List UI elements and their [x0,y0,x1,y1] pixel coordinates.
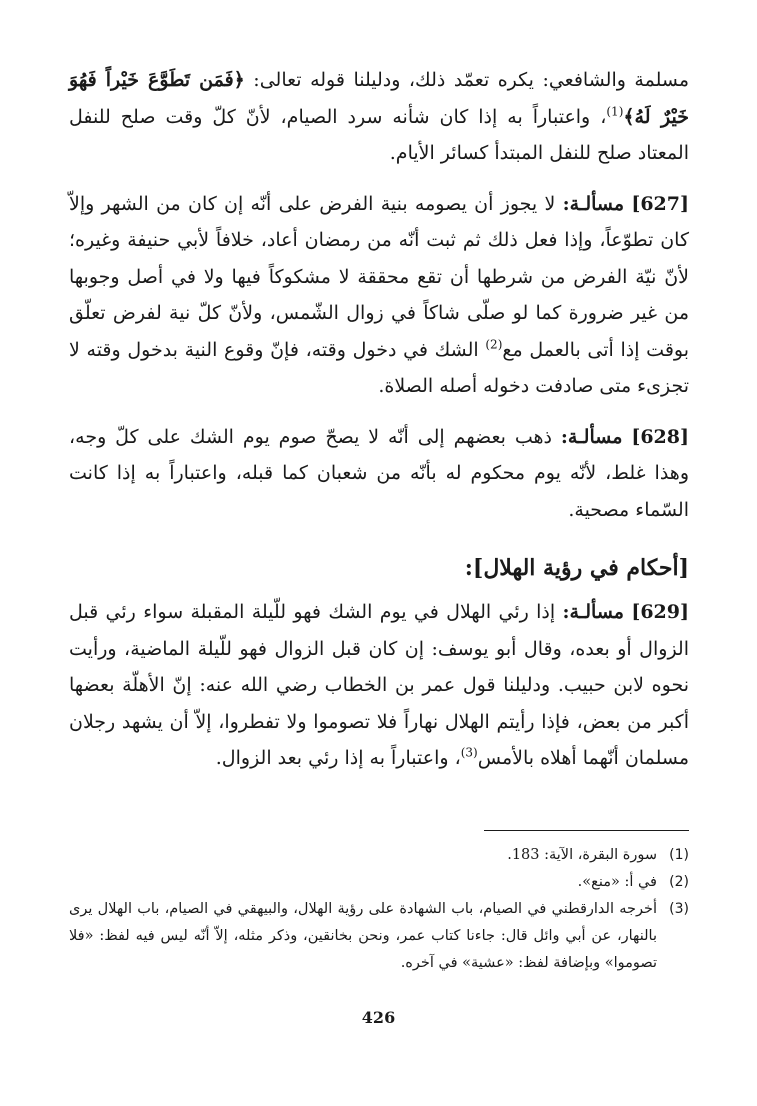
issue-number: [627] [631,192,689,215]
paragraph-text: إذا رئي الهلال في يوم الشك فهو للّيلة المقبلة سواء رئي قبل الزوال أو بعده، وقال أبو يوسف: إن كان قبل الزوال فهو للّيلة الماضية، ورأيت نحوه لابن حبيب. ودليلنا قول عمر بن الخطاب رضي الله عنه: إنّ الأهلّة بعضها أكبر من بعض، فإذا رأيتم الهلال نهاراً فلا تصوموا ولا تفطروا، إلاّ أن يشهد رجلان مسلمان أنّهما أهلاه بالأمس [69,601,689,769]
paragraph-text: لا يجوز أن يصومه بنية الفرض على أنّه إن كان من الشهر وإلاّ كان تطوّعاً، وإذا فعل ذلك ثم ثبت أنّه من رمضان أعاد، خلافاً لأبي حنيفة وغيره؛ لأنّ نيّة الفرض من شرطها أن تقع محققة لا مشكوكاً فيها ولا في أصل وجوبها من غير ضرورة كما لو صلّى شاكاً في زوال الشّمس، ولأنّ كلّ نية لفرض تعلّق بوقت إذا أتى بالعمل مع [69,192,690,361]
paragraph-issue-627 [69,186,689,405]
quran-verse: ﴿فَمَن تَطَوَّعَ خَيْراً فَهُوَ خَيْرٌ لَهُ﴾ [69,69,690,128]
paragraph-intro [69,62,689,172]
paragraph-text: الشك في دخول وقته، فإنّ وقوع النية بدخول وقته لا تجزىء متى صادفت دخوله أصله الصلاة. [69,338,689,397]
footnote-text: سورة البقرة، الآية: 183. [507,847,657,863]
issue-label: مسألـة: [562,601,624,623]
footnote-item [69,842,689,869]
page-number: 426 [361,1008,396,1027]
footnote-number: (1) [669,847,689,863]
footnote-ref-1[interactable]: (1) [606,104,624,119]
issue-number: [628] [631,425,689,448]
paragraph-issue-628 [69,419,689,529]
footnote-ref-2[interactable]: (2) [485,337,503,352]
footnote-item [69,869,689,896]
footnote-number: (2) [669,874,689,890]
footnote-text: في أ: «منع». [577,874,657,890]
paragraph-issue-629 [69,594,689,777]
paragraph-text: ، واعتباراً به إذا رئي بعد الزوال. [215,747,461,769]
footnote-text: أخرجه الدارقطني في الصيام، باب الشهادة على رؤية الهلال، والبيهقي في الصيام، باب الهلال يرى بالنهار، عن أبي وائل قال: جاءنا كتاب عمر، ونحن بخانقين، وذكر مثله، إلاّ أنّه ليس فيه لفظ: «فلا تصوموا» وبإضافة لفظ: «عشية» في آخره. [69,901,657,971]
paragraph-text: مسلمة والشافعي: يكره تعمّد ذلك، ودليلنا قوله تعالى: [244,69,689,91]
footnotes [69,842,689,977]
footnote-ref-3[interactable]: (3) [460,745,478,760]
footnote-number: (3) [669,901,689,917]
page-body [69,62,689,777]
issue-number: [629] [631,601,689,623]
section-heading: [أحكام في رؤية الهلال]: [464,555,689,581]
paragraph-text: ، واعتباراً به إذا كان شأنه سرد الصيام، لأنّ كلّ وقت صلح للنفل المعتاد صلح للنفل المبتدأ كسائر الأيام. [69,105,689,164]
issue-label: مسألـة: [562,192,625,215]
footnote-divider [484,830,689,831]
issue-label: مسألـة: [560,425,623,448]
paragraph-text: ذهب بعضهم إلى أنّه لا يصحّ صوم يوم الشك على كلّ وجه، وهذا غلط، لأنّه يوم محكوم له بأنّه من شعبان كما قبله، واعتباراً به إذا كانت السّماء مصحية. [69,425,689,521]
footnote-item [69,896,689,977]
